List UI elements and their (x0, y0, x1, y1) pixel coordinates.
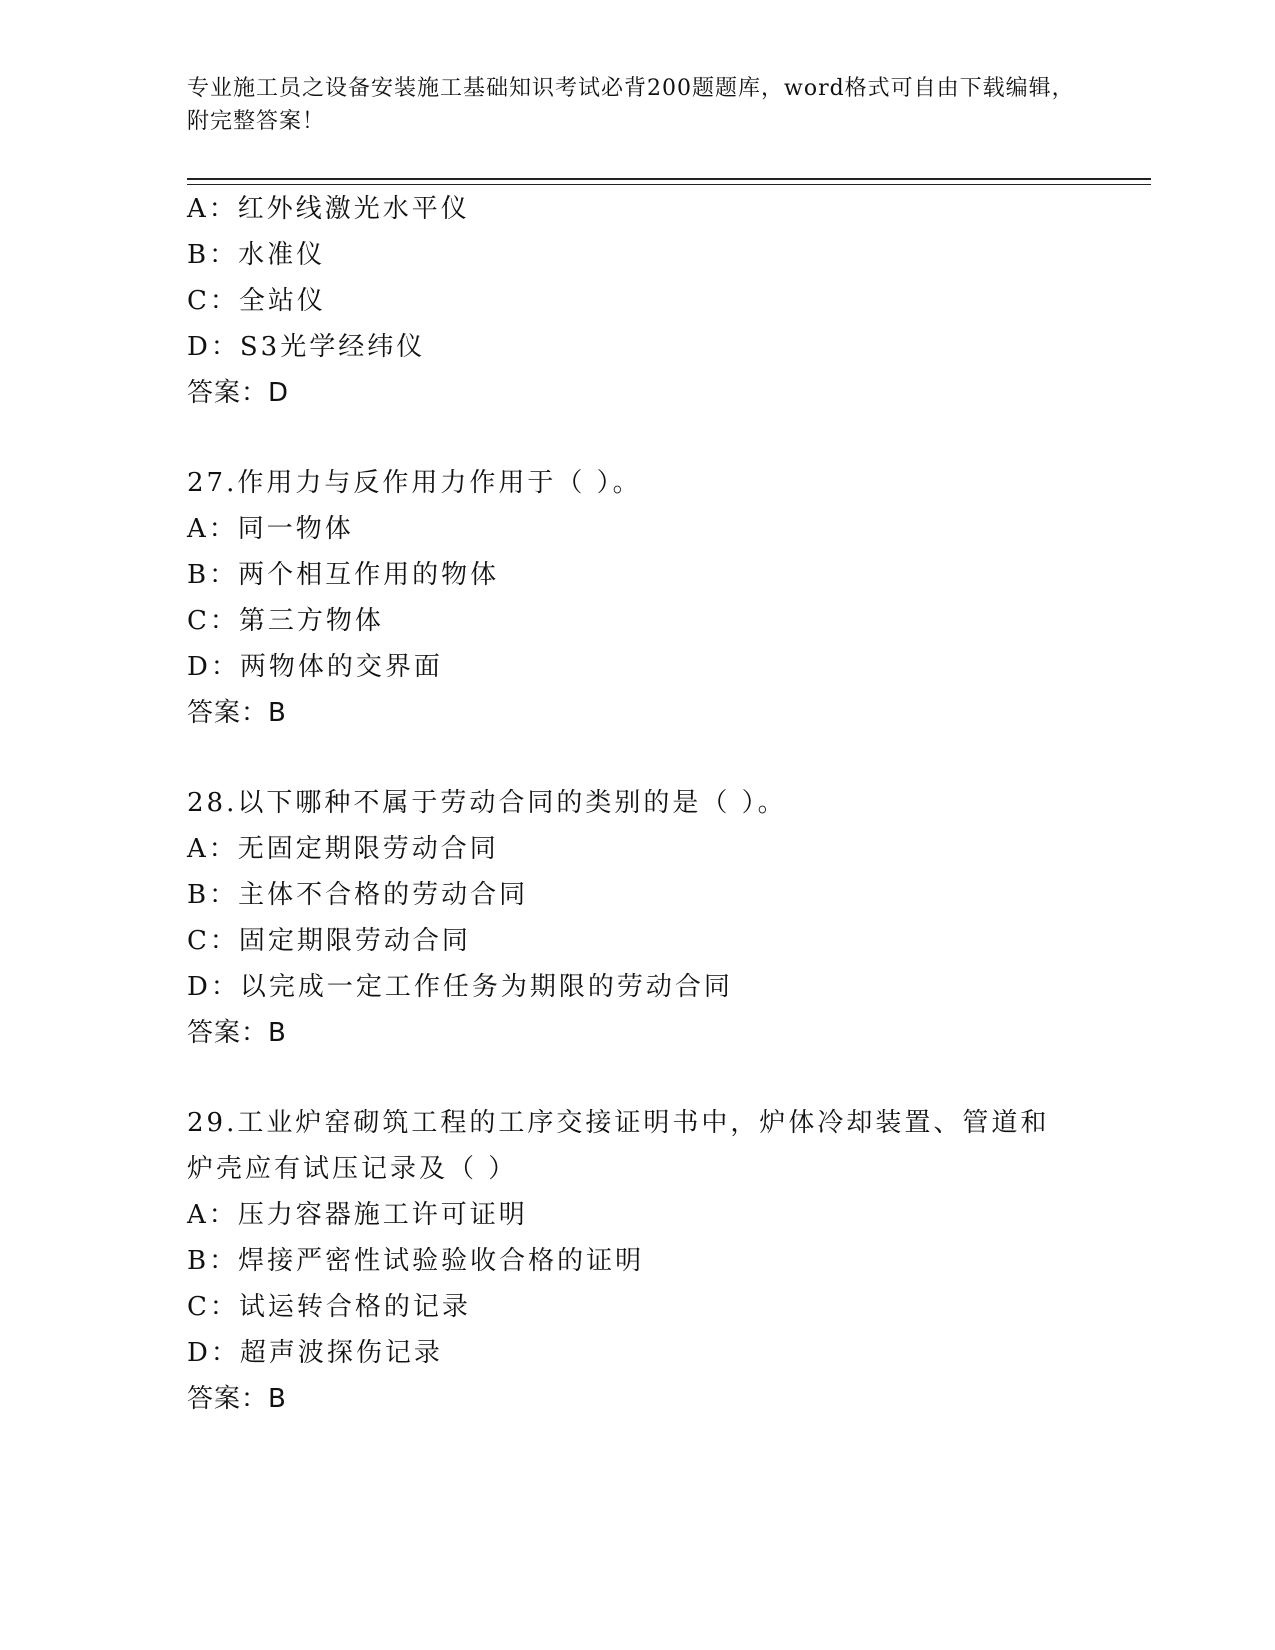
option-c: C：全站仪 (187, 286, 326, 316)
option-b: B：两个相互作用的物体 (187, 560, 500, 590)
document-header: 专业施工员之设备安装施工基础知识考试必背200题题库，word格式可自由下载编辑，附完整答案！ (187, 76, 1075, 134)
option-b: B：水准仪 (187, 240, 326, 270)
option-a: A：红外线激光水平仪 (187, 194, 470, 224)
answer-line: 答案：B (187, 1018, 287, 1048)
answer-line: 答案：B (187, 1384, 287, 1414)
question-stem: 27.作用力与反作用力作用于（ ）。 (187, 468, 642, 498)
question-stem: 28.以下哪种不属于劳动合同的类别的是（ ）。 (187, 788, 787, 818)
option-d: D：S3光学经纬仪 (187, 332, 426, 362)
option-a: A：无固定期限劳动合同 (187, 834, 499, 864)
answer-line: 答案：B (187, 698, 287, 728)
question-continued (187, 186, 1087, 416)
option-b: B：主体不合格的劳动合同 (187, 880, 529, 910)
option-c: C：试运转合格的记录 (187, 1292, 471, 1322)
answer-line: 答案：D (187, 378, 290, 408)
question-stem: 29.工业炉窑砌筑工程的工序交接证明书中，炉体冷却装置、管道和炉壳应有试压记录及（ ） (187, 1108, 1050, 1184)
option-c: C：固定期限劳动合同 (187, 926, 471, 956)
header-rule-thin (187, 184, 1151, 185)
question-29 (187, 1100, 1087, 1422)
question-28 (187, 780, 1087, 1056)
option-d: D：两物体的交界面 (187, 652, 443, 682)
question-list (187, 186, 1087, 1422)
option-b: B：焊接严密性试验验收合格的证明 (187, 1246, 645, 1276)
option-c: C：第三方物体 (187, 606, 384, 636)
option-a: A：压力容器施工许可证明 (187, 1200, 528, 1230)
question-27 (187, 460, 1087, 736)
option-a: A：同一物体 (187, 514, 354, 544)
option-d: D：超声波探伤记录 (187, 1338, 443, 1368)
option-d: D：以完成一定工作任务为期限的劳动合同 (187, 972, 733, 1002)
header-rule-thick (187, 178, 1151, 180)
